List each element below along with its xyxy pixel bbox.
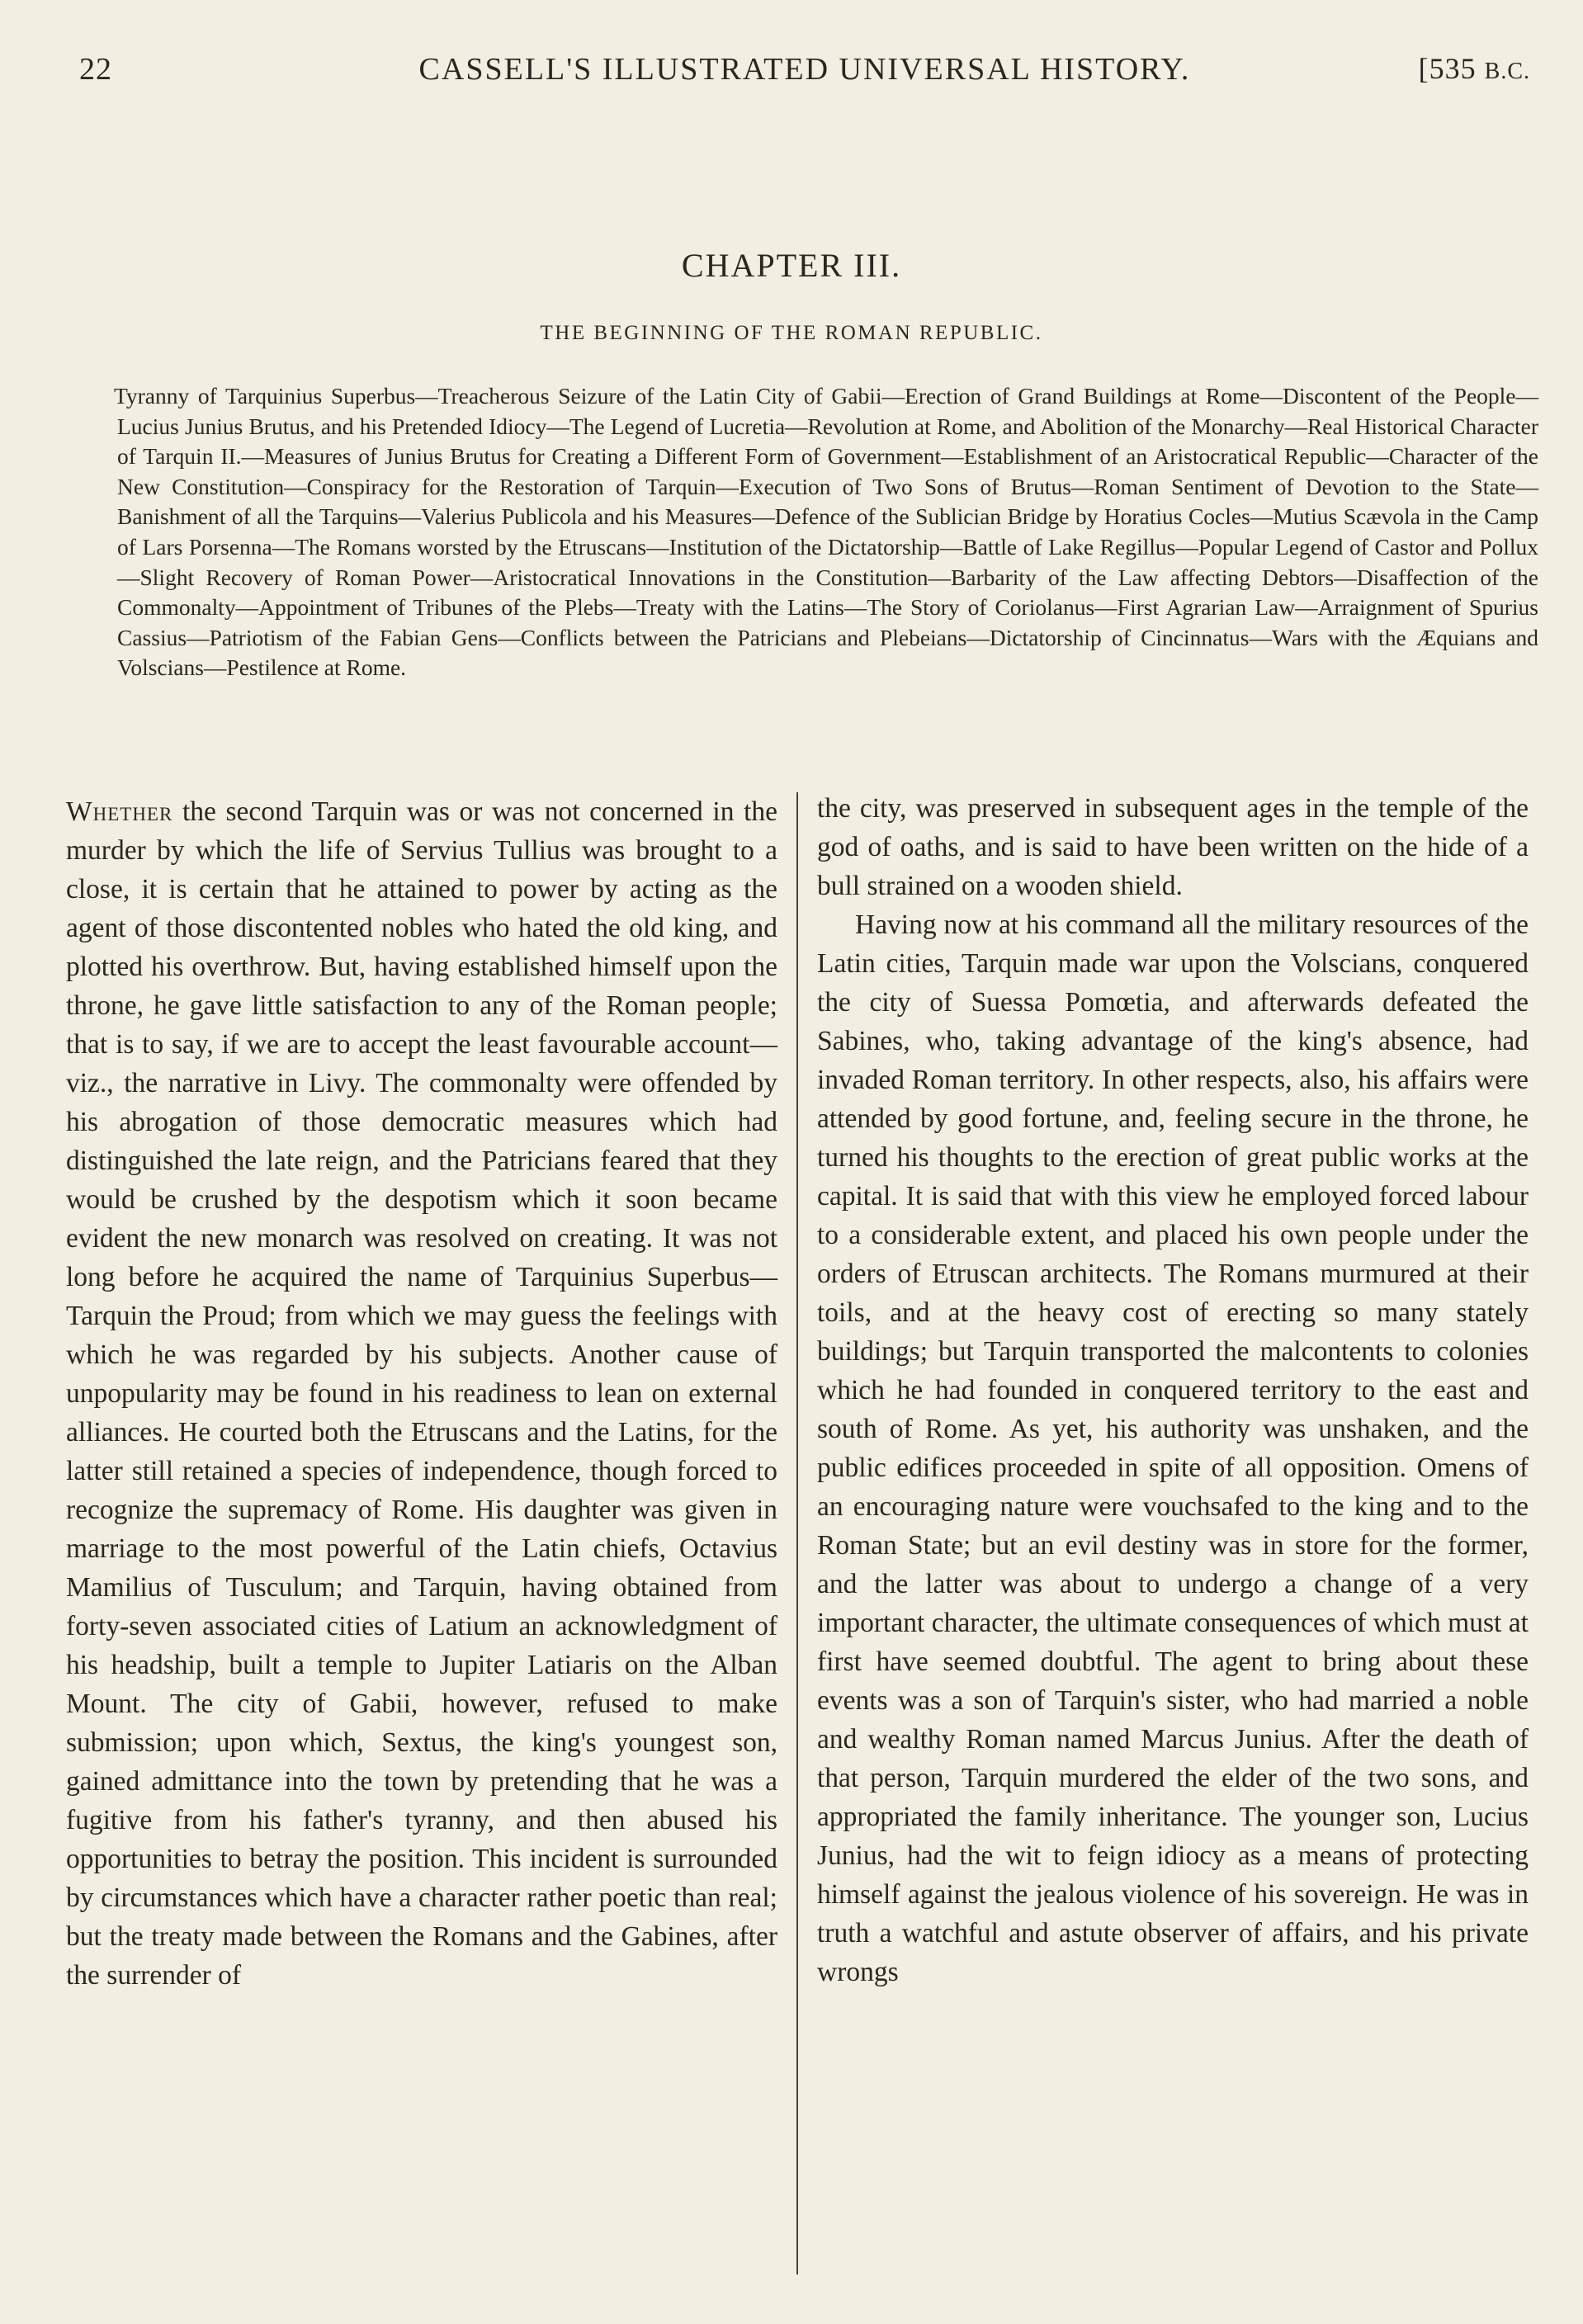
opening-word: Whether (66, 796, 173, 827)
running-header (79, 51, 1530, 92)
left-column-paragraph (66, 792, 777, 1995)
right-paragraph: Having now at his command all the military resources of the Latin cities, Tarquin made war upon the Volscians, conquered the city of Suessa Pomœtia, and afterwards defeated the Sabines, who, taking advantage of the king's absence, had invaded Roman territory. In other respects, also, his affairs were attended by good fortune, and, feeling secure in the throne, he turned his thoughts to the erection of great public works at the capital. It is said that with this view he employed forced labour to a considerable extent, and placed his own people under the orders of Etruscan architects. The Romans murmured at their toils, and at the heavy cost of erecting so many stately buildings; but Tarquin transported the malcontents to colonies which he had founded in conquered territory to the east and south of Rome. As yet, his authority was unshaken, and the public edifices proceeded in spite of all opposition. Omens of an encouraging nature were vouchsafed to the king and to the Roman State; but an evil destiny was in store for the former, and the latter was about to undergo a change of a very important character, the ultimate consequences of which must at first have seemed doubtful. The agent to bring about these events was a son of Tarquin's sister, who had married a noble and wealthy Roman named Marcus Junius. After the death of that person, Tarquin murdered the elder of the two sons, and appropriated the family inheritance. The younger son, Lucius Junius, had the wit to feign idiocy as a means of protecting himself against the jealous violence of his sovereign. He was in truth a watchful and astute observer of affairs, and his private wrongs (817, 909, 1529, 1987)
right-column (817, 789, 1529, 1991)
chapter-subtitle: THE BEGINNING OF THE ROMAN REPUBLIC. (540, 322, 1043, 344)
date-year: [535 (1418, 52, 1477, 85)
date-era: B.C. (1484, 59, 1530, 84)
chapter-title: CHAPTER III. (681, 247, 902, 284)
left-column (66, 792, 777, 1995)
column-divider (796, 792, 798, 2274)
chapter-summary-text: Tyranny of Tarquinius Superbus—Treacherous Seizure of the Latin City of Gabii—Erection of Grand Buildings at Rome—Discontent of the People—Lucius Junius Brutus, and his Pretended Idiocy—The Legend of Lucretia—Revolution at Rome, and Abolition of the Monarchy—Real Historical Character of Tarquin II.—Measures of Junius Brutus for Creating a Different Form of Government—Establishment of an Aristocratical Republic—Character of the New Constitution—Conspiracy for the Restoration of Tarquin—Execution of Two Sons of Brutus—Roman Sentiment of Devotion to the State—Banishment of all the Tarquins—Valerius Publicola and his Measures—Defence of the Sublician Bridge by Horatius Cocles—Mutius Scævola in the Camp of Lars Porsenna—The Romans worsted by the Etruscans—Institution of the Dictatorship—Battle of Lake Regillus—Popular Legend of Castor and Pollux—Slight Recovery of Roman Power—Aristocratical Innovations in the Constitution—Barbarity of the Law affecting Debtors—Disaffection of the Commonalty—Appointment of Tribunes of the Plebs—Treaty with the Latins—The Story of Coriolanus—First Agrarian Law—Arraignment of Spurius Cassius—Patriotism of the Fabian Gens—Conflicts between the Patricians and Plebeians—Dictatorship of Cincinnatus—Wars with the Æquians and Volscians—Pestilence at Rome. (114, 383, 1538, 681)
left-paragraph-text: the second Tarquin was or was not concerned in the murder by which the life of Servius Tullius was brought to a close, it is certain that he attained to power by acting as the agent of those discontented nobles who hated the old king, and plotted his overthrow. But, having established himself upon the throne, he gave little satisfaction to any of the Roman people; that is to say, if we are to accept the least favourable account—viz., the narrative in Livy. The commonalty were offended by his abrogation of those democratic measures which had distinguished the late reign, and the Patricians feared that they would be crushed by the despotism which it soon became evident the new monarch was resolved on creating. It was not long before he acquired the name of Tarquinius Superbus—Tarquin the Proud; from which we may guess the feelings with which he was regarded by his subjects. Another cause of unpopularity may be found in his readiness to lean on external alliances. He courted both the Etruscans and the Latins, for the latter still retained a species of independence, though forced to recognize the supremacy of Rome. His daughter was given in marriage to the most powerful of the Latin chiefs, Octavius Mamilius of Tusculum; and Tarquin, having obtained from forty-seven associated cities of Latium an acknowledgment of his headship, built a temple to Jupiter Latiaris on the Alban Mount. The city of Gabii, however, refused to make submission; upon which, Sextus, the king's youngest son, gained admittance into the town by pretending that he was a fugitive from his father's tyranny, and then abused his opportunities to betray the position. This incident is surrounded by circumstances which have a character rather poetic than real; but the treaty made between the Romans and the Gabines, after the surrender of (66, 796, 777, 1991)
running-title: CASSELL'S ILLUSTRATED UNIVERSAL HISTORY. (418, 52, 1191, 87)
page-number: 22 (79, 52, 112, 87)
right-paragraph-continued: the city, was preserved in subsequent ages in the temple of the god of oaths, and is said to have been written on the hide of a bull strained on a wooden shield. (817, 793, 1529, 901)
chapter-summary (114, 381, 1538, 683)
date-marker (1419, 51, 1530, 86)
